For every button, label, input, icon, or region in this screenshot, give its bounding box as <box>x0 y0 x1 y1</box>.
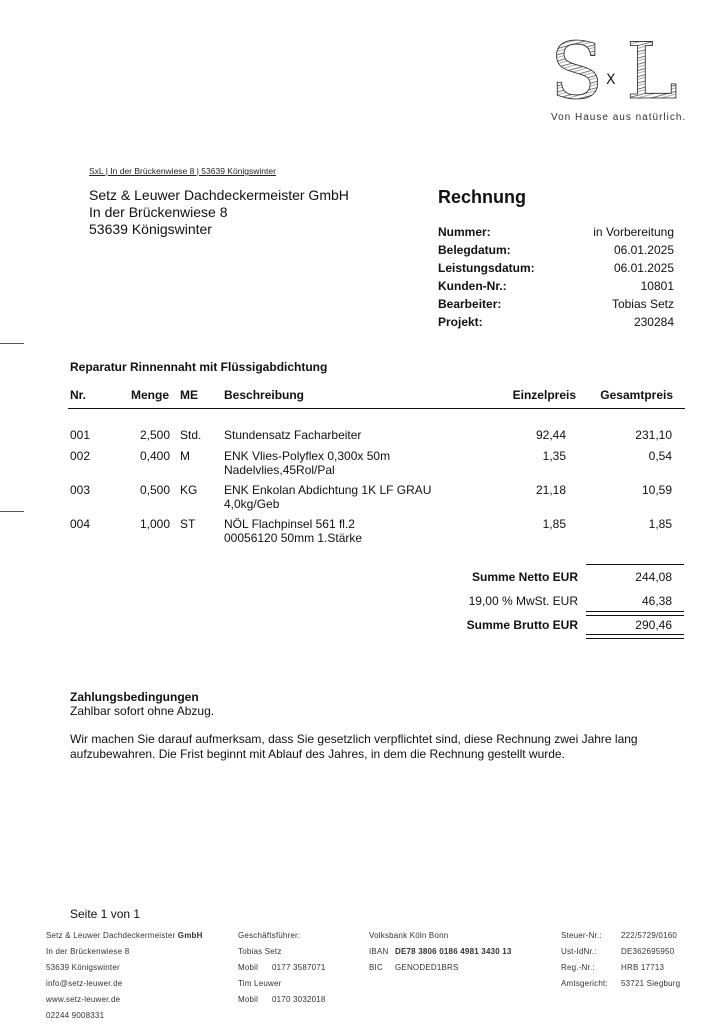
cell-total: 1,85 <box>648 517 672 531</box>
footer-tax <box>561 928 680 992</box>
svg-text:L: L <box>626 32 678 117</box>
cell-desc <box>224 449 390 477</box>
table-header-rule <box>68 408 685 409</box>
desc-line-1: ENK Vlies-Polyflex 0,300x 50m <box>224 449 391 463</box>
sender-return-line: SxL | In der Brückenwiese 8 | 53639 Königswinter <box>89 166 276 176</box>
footer-tax-row: Steuer-Nr.: 222/5729/0160 <box>561 931 677 940</box>
footer-person-2: Tim Leuwer <box>238 979 282 988</box>
col-header-desc: Beschreibung <box>224 388 305 402</box>
table-row <box>0 428 724 449</box>
payment-terms-text: Zahlbar sofort ohne Abzug. <box>70 704 215 718</box>
desc-line-1: NÖL Flachpinsel 561 fl.2 <box>224 517 355 531</box>
company-logo <box>548 32 680 122</box>
meta-row <box>438 241 674 259</box>
col-header-price: Einzelpreis <box>512 388 576 402</box>
cell-desc <box>224 483 431 511</box>
cell-price: 1,85 <box>542 517 566 531</box>
desc-line-1: Stundensatz Facharbeiter <box>224 428 362 442</box>
meta-label: Kunden-Nr.: <box>438 279 507 293</box>
footer-company-name: Setz & Leuwer Dachdeckermeister <box>46 931 178 940</box>
footer-tax-row: Amtsgericht: 53721 Siegburg <box>561 979 681 988</box>
meta-value: 06.01.2025 <box>613 261 674 275</box>
recipient-address <box>89 187 349 238</box>
retention-notice: Wir machen Sie darauf aufmerksam, dass Sie gesetzlich verpflichtet sind, diese Rechnung zwei Jahre lang aufzubewahren. Die Frist beginnt mit Ablauf des Jahres, in dem die Rechnung gestellt wurde. <box>70 732 638 761</box>
meta-label: Belegdatum: <box>438 243 511 257</box>
col-header-nr: Nr. <box>70 388 87 402</box>
desc-line-2: 4,0kg/Geb <box>224 497 280 511</box>
table-row <box>0 483 724 517</box>
col-header-qty: Menge <box>131 388 170 402</box>
meta-value: in Vorbereitung <box>593 225 674 239</box>
meta-label: Projekt: <box>438 315 483 329</box>
cell-price: 92,44 <box>535 428 566 442</box>
cell-nr: 002 <box>70 449 91 463</box>
recipient-line-3: 53639 Königswinter <box>89 221 212 237</box>
footer-tax-row: Reg.-Nr.: HRB 17713 <box>561 963 665 972</box>
cell-unit: ST <box>180 517 196 531</box>
footer-company <box>46 928 203 1024</box>
cell-price: 1,35 <box>542 449 566 463</box>
cell-price: 21,18 <box>535 483 566 497</box>
totals-double-rule <box>586 611 684 616</box>
meta-row <box>438 259 674 277</box>
meta-value: 230284 <box>633 315 674 329</box>
footer-phone: 02244 9008331 <box>46 1011 105 1020</box>
footer-email: info@setz-leuwer.de <box>46 979 123 988</box>
desc-line-1: ENK Enkolan Abdichtung 1K LF GRAU <box>224 483 432 497</box>
gross-total-label: Summe Brutto EUR <box>466 618 578 632</box>
footer-management-title: Geschäftsführer: <box>238 931 301 940</box>
cell-qty: 1,000 <box>139 517 170 531</box>
desc-line-2: 00056120 50mm 1.Stärke <box>224 531 363 545</box>
meta-row <box>438 277 674 295</box>
svg-text:S: S <box>550 32 604 117</box>
vat-label: 19,00 % MwSt. EUR <box>468 594 578 608</box>
footer-mobile-2: Mobil 0170 3032018 <box>238 995 326 1004</box>
table-row <box>0 517 724 551</box>
totals-double-rule <box>586 634 684 639</box>
meta-value: 06.01.2025 <box>613 243 674 257</box>
cell-total: 0,54 <box>648 449 672 463</box>
recipient-line-1: Setz & Leuwer Dachdeckermeister GmbH <box>89 187 349 203</box>
footer-management <box>238 928 326 1008</box>
footer-bic: BIC GENODED1BRS <box>369 963 459 972</box>
cell-unit: M <box>180 449 190 463</box>
meta-label: Nummer: <box>438 225 491 239</box>
footer-bank-name: Volksbank Köln Bonn <box>369 931 449 940</box>
desc-line-2: Nadelvlies,45Rol/Pal <box>224 463 335 477</box>
footer-mobile-1: Mobil 0177 3587071 <box>238 963 326 972</box>
totals-rule <box>586 564 684 565</box>
col-header-unit: ME <box>180 388 198 402</box>
cell-nr: 001 <box>70 428 91 442</box>
fold-mark-top <box>0 343 24 344</box>
footer-website: www.setz-leuwer.de <box>46 995 121 1004</box>
line-items <box>0 428 724 551</box>
logo-tagline: Von Hause aus natürlich. <box>551 112 687 123</box>
meta-label: Leistungsdatum: <box>438 261 535 275</box>
net-total-label: Summe Netto EUR <box>471 570 578 584</box>
cell-nr: 004 <box>70 517 91 531</box>
gross-total-value: 290,46 <box>635 618 672 632</box>
net-total-value: 244,08 <box>635 570 672 584</box>
meta-row <box>438 295 674 313</box>
svg-text:X: X <box>606 72 616 88</box>
footer-company-form: GmbH <box>177 931 203 940</box>
cell-desc <box>224 428 361 442</box>
meta-label: Bearbeiter: <box>438 297 502 311</box>
cell-qty: 2,500 <box>139 428 170 442</box>
cell-total: 231,10 <box>635 428 672 442</box>
footer-tax-row: Ust-IdNr.: DE362695950 <box>561 947 675 956</box>
cell-qty: 0,500 <box>139 483 170 497</box>
meta-value: 10801 <box>640 279 674 293</box>
footer-bank <box>369 928 512 976</box>
cell-unit: KG <box>180 483 198 497</box>
meta-row <box>438 313 674 331</box>
footer-iban: IBAN DE78 3806 0186 4981 3430 13 <box>369 947 512 956</box>
page-number: Seite 1 von 1 <box>70 907 141 921</box>
footer-street: In der Brückenwiese 8 <box>46 947 130 956</box>
cell-qty: 0,400 <box>139 449 170 463</box>
recipient-line-2: In der Brückenwiese 8 <box>89 204 228 220</box>
footer-person-1: Tobias Setz <box>238 947 282 956</box>
meta-value: Tobias Setz <box>611 297 674 311</box>
footer-city: 53639 Königswinter <box>46 963 120 972</box>
cell-desc <box>224 517 362 545</box>
table-row <box>0 449 724 483</box>
cell-nr: 003 <box>70 483 91 497</box>
invoice-meta <box>438 223 674 331</box>
meta-row <box>438 223 674 241</box>
cell-unit: Std. <box>180 428 202 442</box>
payment-terms-title: Zahlungsbedingungen <box>70 690 199 704</box>
invoice-subject: Reparatur Rinnennaht mit Flüssigabdichtung <box>70 360 328 374</box>
invoice-title: Rechnung <box>438 187 526 207</box>
cell-total: 10,59 <box>641 483 672 497</box>
col-header-total: Gesamtpreis <box>600 388 673 402</box>
vat-value: 46,38 <box>641 594 672 608</box>
